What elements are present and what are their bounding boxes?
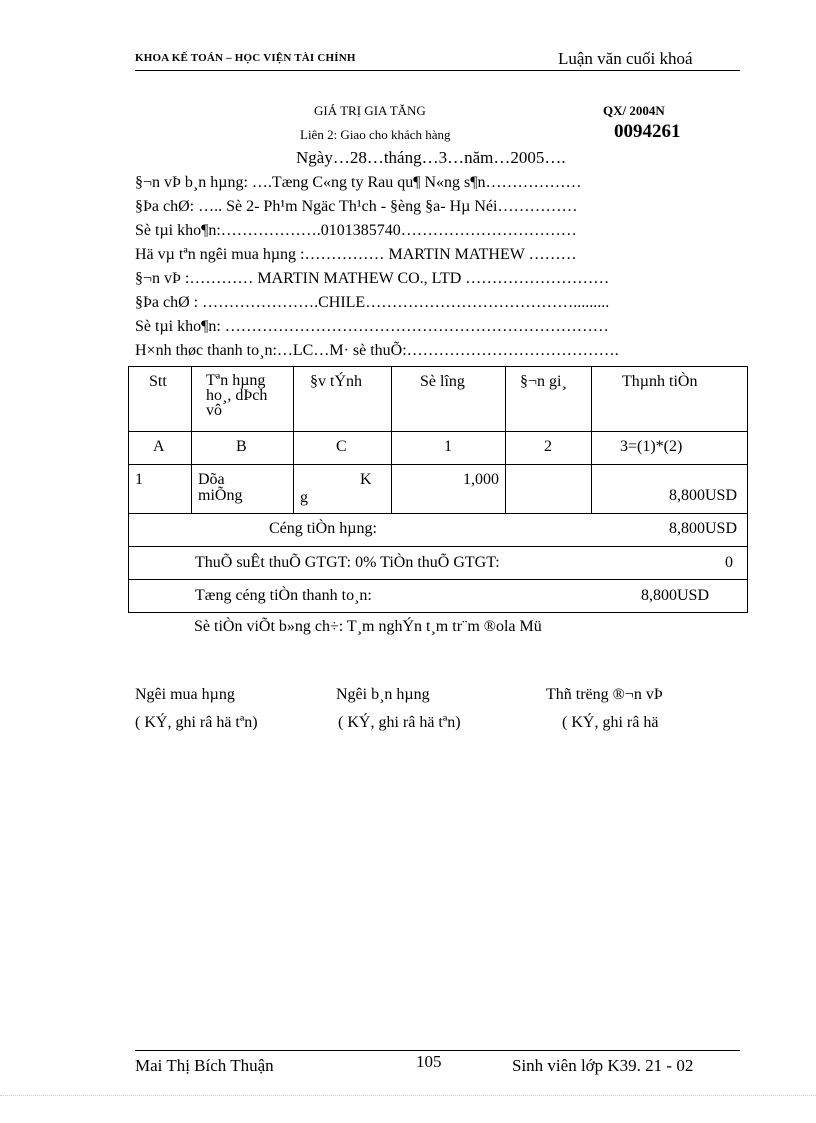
- seller-name: §¬n vÞ b¸n hµng: ….Tæng C«ng ty Rau qu¶ N«ng s¶n………………: [135, 174, 582, 191]
- seller-tax: Sè tµi kho¶n:……………….0101385740……………………………: [135, 222, 577, 239]
- signature-buyer-note: ( KÝ, ghi râ hä tªn): [135, 714, 258, 731]
- total-value: 8,800USD: [640, 587, 709, 604]
- subtotal-row: [129, 513, 747, 546]
- col-header-unit: §v tÝnh: [310, 373, 362, 390]
- col-header-amount: Thµnh tiÒn: [622, 373, 698, 390]
- page-bottom-edge: [0, 1095, 816, 1096]
- item-unit-line1: K: [360, 471, 372, 488]
- invoice-table: [128, 366, 748, 613]
- vat-value: 0: [725, 554, 733, 571]
- signature-seller-note: ( KÝ, ghi râ hä tªn): [338, 714, 461, 731]
- seller-address: §Þa chØ: ….. Sè 2- Ph¹m Ngäc Th¹ch - §èng §a- Hµ Néi……………: [135, 198, 578, 215]
- vat-row: [129, 546, 747, 579]
- vat-label: ThuÕ suÊt thuÕ GTGT: 0% TiÒn thuÕ GTGT:: [195, 554, 500, 571]
- code-1: 1: [444, 438, 452, 455]
- item-name-line1: Dõa: [198, 471, 225, 488]
- buyer-account: Sè tµi kho¶n: ………………………………………………………………: [135, 318, 609, 335]
- table-row: [129, 464, 747, 513]
- subtotal-label: Céng tiÒn hµng:: [269, 520, 377, 537]
- amount-in-words: Sè tiÒn viÕt b»ng ch÷: T¸m nghÝn t¸m tr¨m ®ola Mü: [194, 618, 542, 635]
- signature-head-title: Thñ trëng ®¬n vÞ: [546, 686, 663, 703]
- code-c: C: [336, 438, 347, 455]
- code-2: 2: [544, 438, 552, 455]
- buyer-address: §Þa chØ : ………………….CHILE………………………………….........: [135, 294, 610, 311]
- invoice-number: 0094261: [614, 121, 681, 142]
- buyer-unit: §¬n vÞ :………… MARTIN MATHEW CO., LTD ………………………: [135, 270, 610, 287]
- code-a: A: [153, 438, 165, 455]
- header-divider: [135, 70, 740, 71]
- buyer-name: Hä vµ tªn ngêi mua hµng :…………… MARTIN MATHEW ………: [135, 246, 577, 263]
- table-code-row: [129, 431, 747, 464]
- item-qty: 1,000: [463, 471, 499, 488]
- col-header-qty: Sè lîng: [420, 373, 465, 390]
- table-header-row: [129, 367, 747, 431]
- footer-divider: [135, 1050, 740, 1051]
- signature-seller-title: Ngêi b¸n hµng: [336, 686, 430, 703]
- invoice-form-code: QX/ 2004N: [603, 103, 665, 118]
- invoice-date: Ngày…28…tháng…3…năm…2005….: [296, 148, 566, 167]
- col-header-stt: Stt: [149, 373, 167, 390]
- invoice-copy: Liên 2: Giao cho khách hàng: [300, 127, 451, 142]
- item-amount: 8,800USD: [668, 487, 737, 504]
- item-unit-line2: g: [300, 489, 308, 506]
- signature-head-note: ( KÝ, ghi râ hä: [562, 714, 659, 731]
- invoice-title: GIÁ TRỊ GIA TĂNG: [314, 103, 426, 118]
- item-stt: 1: [135, 471, 143, 488]
- signature-buyer-title: Ngêi mua hµng: [135, 686, 235, 703]
- total-label: Tæng céng tiÒn thanh to¸n:: [195, 587, 372, 604]
- col-header-price: §¬n gi¸: [520, 373, 567, 390]
- footer-class: Sinh viên lớp K39. 21 - 02: [512, 1056, 694, 1075]
- header-left: KHOA KẾ TOÁN – HỌC VIỆN TÀI CHÍNH: [135, 52, 356, 64]
- col-header-name: Tªn hµng ho¸, dÞch vô: [206, 372, 268, 419]
- item-name-line2: miÕng: [198, 487, 243, 504]
- code-3: 3=(1)*(2): [620, 438, 683, 455]
- footer-page-number: 105: [416, 1052, 442, 1071]
- payment-method: H×nh thøc thanh to¸n:…LC…M· sè thuÕ:………………………………….: [135, 342, 619, 359]
- header-right: Luận văn cuối khoá: [558, 49, 693, 68]
- subtotal-value: 8,800USD: [668, 520, 737, 537]
- code-b: B: [236, 438, 247, 455]
- footer-author: Mai Thị Bích Thuận: [135, 1056, 274, 1075]
- total-row: [129, 579, 747, 612]
